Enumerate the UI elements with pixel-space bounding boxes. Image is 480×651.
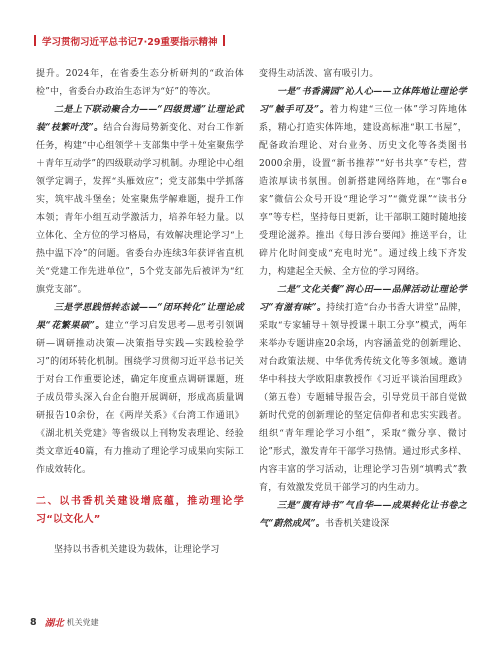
paragraph-body: 着力构建“三位一体”学习阵地体系，精心打造实体阵地，建设高标准“职工书屋”，配备政治理论、对台业务、历史文化等各类图书2000余册，设置“新书推荐”“好书共享”专栏，营造浓厚读书氛围。创新搭建网络阵地，在“鄂台e家”微信公众号开设“理论学习”“微党课”“读书分享”等专栏，坚持每日更新，让干部职工随时随地接受理论滋养。推出《每日涉台要闻》推送平台，让碎片化时间变成“充电时光”。通过线上线下齐发力，构建起全天候、全方位的学习网络。 [259, 105, 467, 277]
journal-name: 机关党建 [66, 617, 99, 627]
paragraph-lead: 三是学思践悟转态诚——“闭环转化”让理论成果“花繁果硕”。 [36, 303, 244, 331]
right-column [259, 65, 467, 533]
paragraph: 变得生动活泼、富有吸引力。 [259, 69, 379, 79]
page-footer [30, 615, 99, 629]
journal-logo: 湖北 [44, 618, 64, 629]
section-heading: 二、以书香机关建设增底蕴，推动理论学习“以文化人” [36, 496, 244, 525]
paragraph-lead: 一是“书香满园”沁人心——立体阵地让理论学习“触手可及”。 [259, 87, 467, 115]
paragraph [36, 101, 244, 299]
paragraph-body: 书香机关建设深 [324, 519, 390, 529]
paragraph: 坚持以书香机关建设为载体，让理论学习 [54, 545, 220, 555]
left-column [36, 65, 244, 559]
header-title: 学习贯彻习近平总书记7·29重要指示精神 [42, 36, 218, 48]
paragraph: 提升。2024年，在省委生态分析研判的“政治体检”中，省委台办政治生态评为“好”的等次。 [36, 69, 244, 97]
header-right-bar [223, 35, 225, 46]
paragraph [36, 299, 244, 479]
page-header [28, 33, 231, 48]
paragraph [259, 281, 467, 497]
header-left-bar [34, 35, 36, 46]
paragraph-lead: 三是“腹有诗书”气自华——成果转化让书卷之气“蔚然成风”。 [259, 501, 467, 529]
paragraph-body: 结合台海局势新变化、对台工作新任务，构建“中心组领学＋支部集中学＋处室聚焦学＋青年互动学”的四级联动学习机制。办理论中心组领学定调子，发挥“头雁效应”；党支部集中学抓落实，筑牢战斗堡垒；处室聚焦学解难题，提升工作本领；青年小组互动学激活力，培养年轻力量。以立体化、全方位的学习格局，有效解决理论学习“上热中温下冷”的问题。省委台办连续3年获评省直机关“党建工作先进单位”，5个党支部先后被评为“红旗党支部”。 [36, 123, 244, 295]
paragraph-body: 持续打造“台办书香大讲堂”品牌，采取“专家辅导＋领导授课＋职工分享”模式，两年来举办专题讲座20余场，内容涵盖党的创新理论、对台政策法规、中华优秀传统文化等多领域。邀请华中科技大学欧阳康教授作《习近平谈治国理政》（第五卷）专题辅导报告会，引导党员干部自觉做新时代党的创新理论的坚定信仰者和忠实实践者。组织“青年理论学习小组”，采取“微分享、微讨论”形式，激发青年干部学习热情。通过形式多样、内容丰富的学习活动，让理论学习告别“填鸭式”教育，有效激发党员干部学习的内生动力。 [259, 303, 467, 493]
paragraph-lead: 二是“文化关餐”润心田——品牌活动让理论学习“有滋有味”。 [259, 285, 467, 313]
paragraph [259, 83, 467, 281]
paragraph-lead: 二是上下联动聚合力——“四级贯通”让理论武装“枝繁叶茂”。 [36, 105, 244, 133]
page-number: 8 [30, 616, 37, 628]
paragraph-body: 建立“学习启发思考—思考引领调研—调研推动决策—决策指导实践—实践检验学习”的闭环转化机制。围绕学习贯彻习近平总书记关于对台工作重要论述，确定年度重点调研课题，班子成员带头深入台企台胞开展调研，形成高质量调研报告10余份，在《两岸关系》《台湾工作通讯》《湖北机关党建》等省级以上刊物发表理论、经验类文章近40篇，有力推动了理论学习成果向实际工作成效转化。 [36, 321, 244, 475]
paragraph [259, 497, 467, 533]
